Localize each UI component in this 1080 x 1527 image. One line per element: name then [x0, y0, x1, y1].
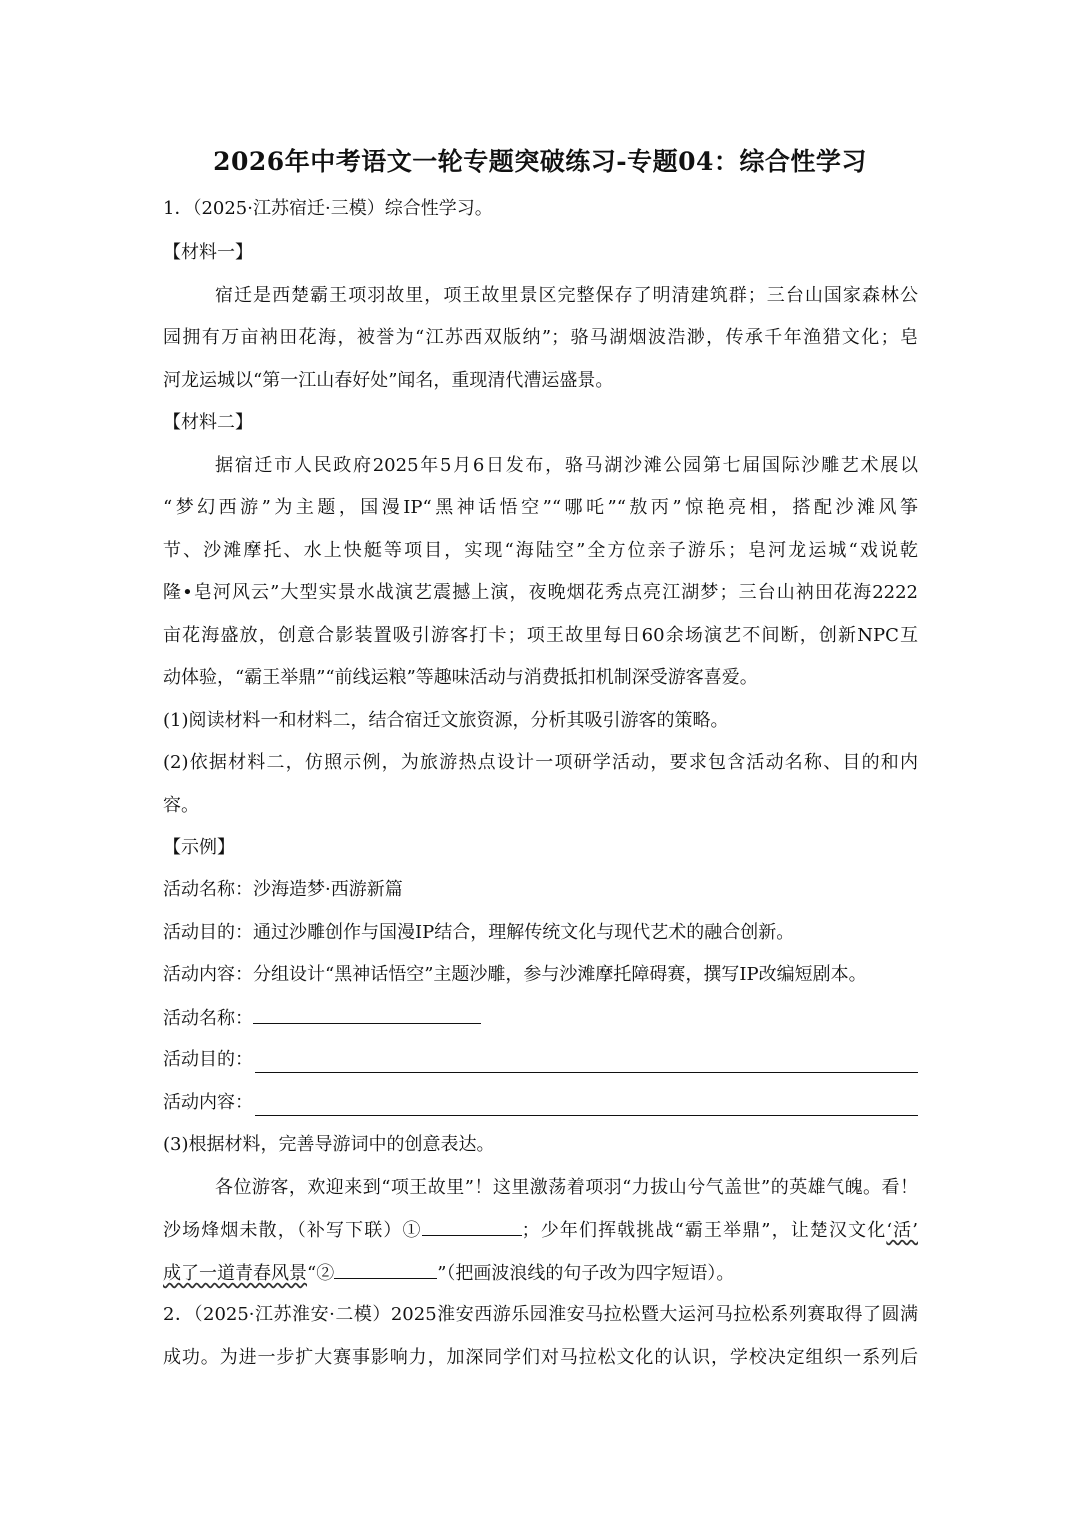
material-2-line-3: 节、沙滩摩托、水上快艇等项目，实现“海陆空”全方位亲子游乐；皂河龙运城“戏说乾: [163, 540, 918, 561]
guide-line-3-part-c: ”（把画波浪线的句子改为四字短语）。: [437, 1263, 735, 1284]
guide-line-2-wavy-text: ‘活’: [886, 1220, 918, 1241]
blank-activity-content-row: [163, 1090, 918, 1116]
guide-text-line-1: 各位游客，欢迎来到“项王故里”！这里激荡着项羽“力拔山兮气盖世”的英雄气魄。看！: [215, 1177, 918, 1198]
example-label: 【示例】: [163, 837, 235, 858]
example-activity-content: 活动内容：分组设计“黑神话悟空”主题沙雕，参与沙滩摩托障碍赛，撰写IP改编短剧本。: [163, 964, 867, 985]
sub-question-2-line-2: 容。: [163, 795, 199, 816]
blank-activity-goal-row: [163, 1047, 918, 1073]
guide-line-3-part-b: “②: [307, 1263, 335, 1284]
guide-text-line-3: [163, 1260, 918, 1287]
material-2-line-4: 隆•皂河风云”大型实景水战演艺震撼上演，夜晚烟花秀点亮江湖梦；三台山衲田花海2222: [163, 582, 918, 603]
activity-content-answer-blank[interactable]: [255, 1097, 918, 1116]
activity-name-answer-blank[interactable]: [253, 1005, 481, 1024]
example-activity-name: 活动名称：沙海造梦·西游新篇: [163, 879, 403, 900]
blank-activity-name-row: [163, 1005, 918, 1032]
material-2-line-5: 亩花海盛放，创意合影装置吸引游客打卡；项王故里每日60余场演艺不间断，创新NPC互: [163, 625, 918, 646]
blank-activity-name-label: 活动名称：: [163, 1008, 253, 1029]
material-2-label: 【材料二】: [163, 412, 253, 433]
phrase-answer-blank[interactable]: [334, 1260, 437, 1279]
page-title: 2026年中考语文一轮专题突破练习-专题04：综合性学习: [213, 147, 867, 176]
material-1-line-3: 河龙运城以“第一江山春好处”闻名，重现清代漕运盛景。: [163, 370, 614, 391]
guide-line-2-part-b: ；少年们挥戟挑战“霸王举鼎”，让楚汉文化: [521, 1220, 887, 1241]
sub-question-1: (1)阅读材料一和材料二，结合宿迁文旅资源，分析其吸引游客的策略。: [163, 710, 729, 731]
guide-line-3-wavy-text: 成了一道青春风景: [163, 1263, 307, 1284]
question-2-line-2: 成功。为进一步扩大赛事影响力，加深同学们对马拉松文化的认识，学校决定组织一系列后: [163, 1347, 918, 1368]
blank-activity-goal-label: 活动目的：: [163, 1049, 253, 1070]
guide-text-line-2: [163, 1217, 918, 1244]
blank-activity-content-label: 活动内容：: [163, 1092, 253, 1113]
question-1-header: 1．（2025·江苏宿迁·三模）综合性学习。: [163, 198, 493, 219]
material-1-line-2: 园拥有万亩衲田花海，被誉为“江苏西双版纳”；骆马湖烟波浩渺，传承千年渔猎文化；皂: [163, 327, 918, 348]
material-2-line-6: 动体验，“霸王举鼎”“前线运粮”等趣味活动与消费抵扣机制深受游客喜爱。: [163, 667, 758, 688]
couplet-answer-blank[interactable]: [422, 1217, 522, 1236]
activity-goal-answer-blank[interactable]: [255, 1054, 918, 1073]
question-2-line-1: 2．（2025·江苏淮安·二模）2025淮安西游乐园淮安马拉松暨大运河马拉松系列赛取得了圆满: [163, 1304, 918, 1325]
guide-line-2-part-a: 沙场烽烟未散，（补写下联）①: [163, 1220, 422, 1241]
material-2-line-1: 据宿迁市人民政府2025年5月6日发布，骆马湖沙滩公园第七届国际沙雕艺术展以: [215, 455, 918, 476]
sub-question-3: (3)根据材料，完善导游词中的创意表达。: [163, 1134, 495, 1155]
material-1-line-1: 宿迁是西楚霸王项羽故里，项王故里景区完整保存了明清建筑群；三台山国家森林公: [215, 285, 918, 306]
example-activity-goal: 活动目的：通过沙雕创作与国漫IP结合，理解传统文化与现代艺术的融合创新。: [163, 922, 795, 943]
material-2-line-2: “梦幻西游”为主题，国漫IP“黑神话悟空”“哪吒”“敖丙”惊艳亮相，搭配沙滩风筝: [163, 497, 918, 518]
sub-question-2-line-1: (2)依据材料二，仿照示例，为旅游热点设计一项研学活动，要求包含活动名称、目的和内: [163, 752, 918, 773]
material-1-label: 【材料一】: [163, 242, 253, 263]
